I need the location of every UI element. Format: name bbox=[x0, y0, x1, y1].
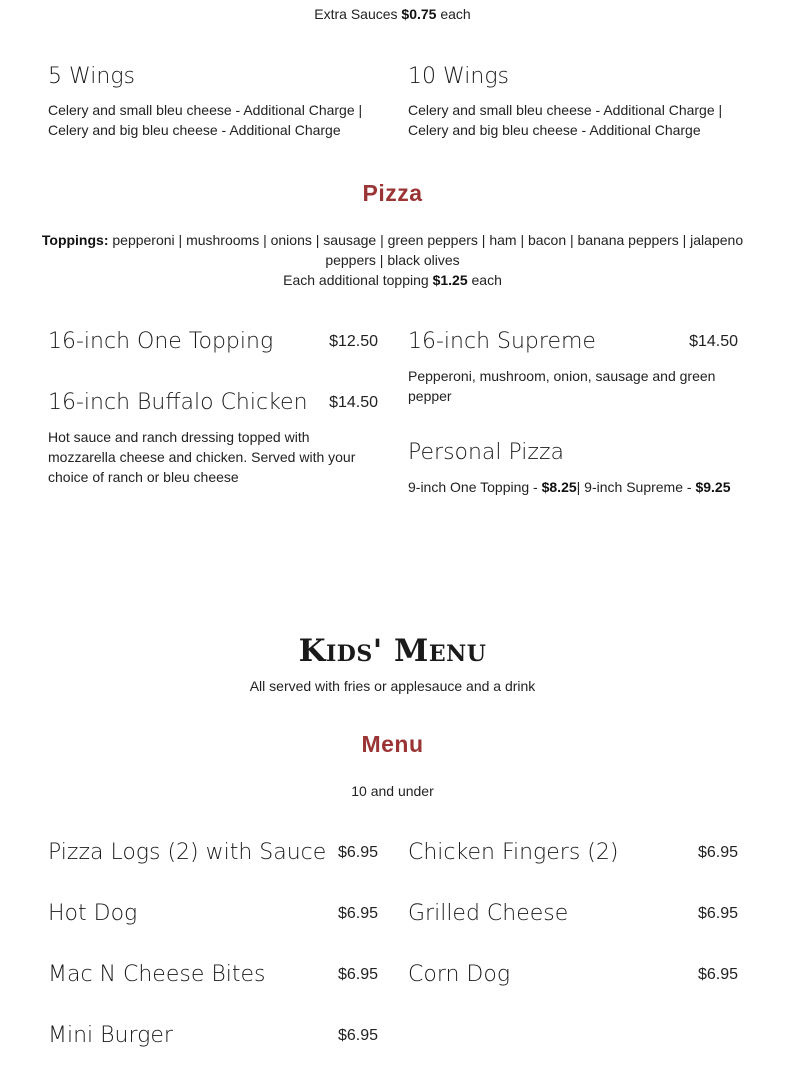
item-name: 10 Wings bbox=[408, 64, 509, 89]
item-name: 16-inch One Topping bbox=[48, 329, 274, 354]
item-price: $6.95 bbox=[337, 1027, 378, 1044]
item-price: $12.50 bbox=[329, 333, 378, 350]
item-price: $6.95 bbox=[697, 844, 738, 861]
item-name: 5 Wings bbox=[48, 64, 135, 89]
item-name: Hot Dog bbox=[48, 901, 138, 926]
item-name: Corn Dog bbox=[408, 962, 511, 987]
section-title-menu: Menu bbox=[361, 731, 424, 757]
extra-sauces-line: Extra Sauces $0.75 each bbox=[314, 6, 471, 22]
menu-item-mini-burger bbox=[48, 1022, 378, 1052]
item-description: Hot sauce and ranch dressing topped with mozzarella cheese and chicken. Served with your choice of ranch or bleu cheese bbox=[48, 429, 356, 485]
item-description: 9-inch One Topping - $8.25| 9-inch Supreme - $9.25 bbox=[408, 479, 731, 495]
menu-note: 10 and under bbox=[351, 783, 434, 799]
kids-menu-subtitle: All served with fries or applesauce and a drink bbox=[249, 678, 536, 694]
menu-item-5-wings bbox=[48, 63, 378, 143]
item-name: 16-inch Supreme bbox=[408, 329, 596, 354]
item-price: $6.95 bbox=[697, 905, 738, 922]
item-price: $14.50 bbox=[689, 333, 738, 350]
item-name: 16-inch Buffalo Chicken bbox=[48, 390, 308, 415]
menu-item-16-inch-buffalo-chicken bbox=[48, 389, 378, 489]
pizza-toppings: Toppings: pepperoni | mushrooms | onions | sausage | green peppers | ham | bacon | banana peppers | jalapeno peppers | black olives Each additional topping $1.25 each bbox=[41, 232, 744, 288]
menu-item-chicken-fingers bbox=[408, 839, 738, 869]
item-name: Grilled Cheese bbox=[408, 901, 569, 926]
menu-item-10-wings bbox=[408, 63, 738, 143]
item-name: Mini Burger bbox=[48, 1023, 173, 1048]
item-name: Personal Pizza bbox=[408, 440, 564, 465]
menu-item-corn-dog bbox=[408, 961, 738, 991]
item-price: $6.95 bbox=[337, 966, 378, 983]
item-price: $6.95 bbox=[697, 966, 738, 983]
item-price: $6.95 bbox=[337, 844, 378, 861]
item-description: Celery and small bleu cheese - Additional Charge | Celery and big bleu cheese - Additional Charge bbox=[48, 102, 363, 138]
item-name: Mac N Cheese Bites bbox=[48, 962, 266, 987]
item-price: $6.95 bbox=[337, 905, 378, 922]
item-description: Pepperoni, mushroom, onion, sausage and green pepper bbox=[408, 368, 716, 404]
menu-item-pizza-logs bbox=[48, 839, 378, 869]
menu-item-16-inch-one-topping bbox=[48, 328, 378, 358]
kids-menu-title: Kids' Menu bbox=[298, 633, 487, 669]
section-title-pizza: Pizza bbox=[362, 180, 423, 206]
item-price: $14.50 bbox=[329, 394, 378, 411]
menu-item-grilled-cheese bbox=[408, 900, 738, 930]
item-description: Celery and small bleu cheese - Additional Charge | Celery and big bleu cheese - Additional Charge bbox=[408, 102, 723, 138]
menu-item-mac-n-cheese-bites bbox=[48, 961, 378, 991]
item-name: Pizza Logs (2) with Sauce bbox=[48, 840, 327, 865]
menu-item-personal-pizza bbox=[408, 439, 738, 499]
menu-item-hot-dog bbox=[48, 900, 378, 930]
menu-item-16-inch-supreme bbox=[408, 328, 738, 408]
item-name: Chicken Fingers (2) bbox=[408, 840, 619, 865]
